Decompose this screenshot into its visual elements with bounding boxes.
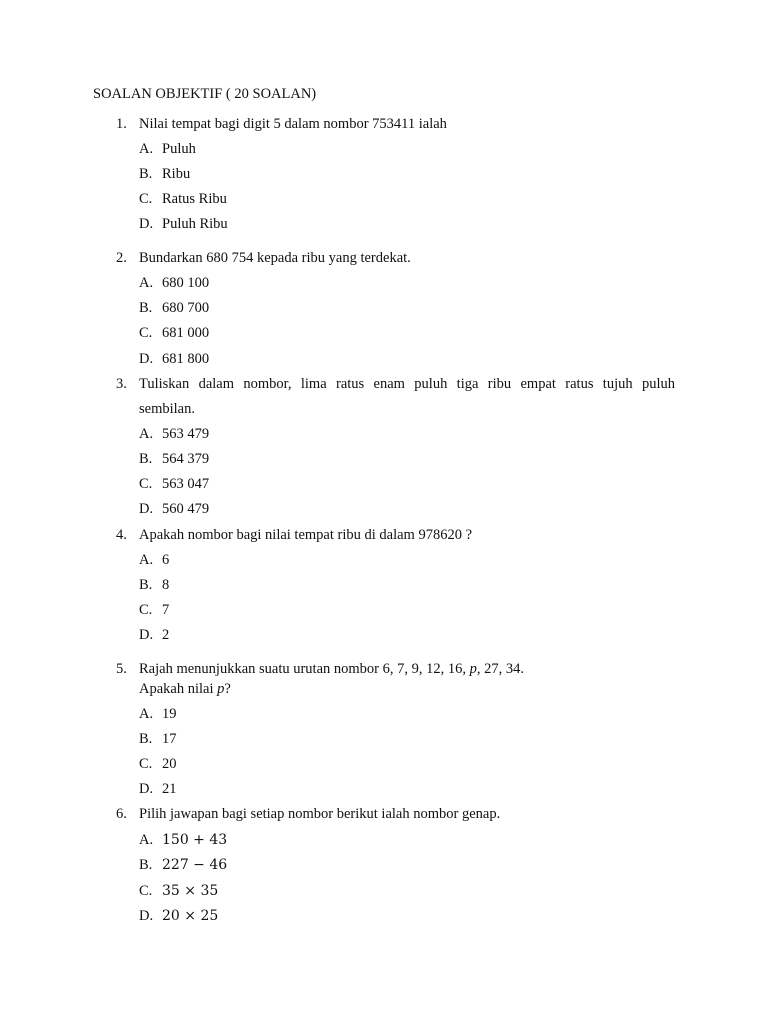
option-text-a: 680 100	[162, 275, 210, 291]
option-text-c: Ratus Ribu	[162, 191, 227, 207]
option-letter-c: C.	[139, 756, 153, 772]
question-number: 5.	[116, 661, 127, 677]
option-text-b: 564 379	[162, 451, 210, 467]
option-letter-b: B.	[139, 731, 153, 747]
option-letter-c: C.	[139, 476, 153, 492]
question-text: Tuliskan dalam nombor, lima ratus enam puluh tiga ribu empat ratus tujuh puluh	[139, 376, 675, 392]
option-letter-b: B.	[139, 857, 153, 873]
option-letter-c: C.	[139, 191, 153, 207]
option-letter-d: D.	[139, 908, 154, 924]
option-letter-c: C.	[139, 883, 153, 899]
option-text-b: 680 700	[162, 300, 210, 316]
option-text-b: 17	[162, 731, 177, 747]
question-text: Apakah nombor bagi nilai tempat ribu di dalam 978620 ?	[139, 527, 473, 543]
option-letter-b: B.	[139, 300, 153, 316]
question-text: Nilai tempat bagi digit 5 dalam nombor 753411 ialah	[139, 116, 447, 132]
question-number: 4.	[116, 527, 127, 543]
option-letter-d: D.	[139, 627, 154, 643]
question-number: 2.	[116, 250, 127, 266]
option-letter-b: B.	[139, 451, 153, 467]
option-text-c: 681 000	[162, 325, 210, 341]
option-letter-a: A.	[139, 706, 154, 722]
option-letter-d: D.	[139, 351, 154, 367]
question-text-continued: sembilan.	[139, 401, 195, 417]
option-letter-a: A.	[139, 832, 154, 848]
option-text-a: 19	[162, 706, 177, 722]
option-letter-d: D.	[139, 216, 154, 232]
option-text-a: 150 + 43	[162, 832, 228, 848]
question-text: Pilih jawapan bagi setiap nombor berikut ialah nombor genap.	[139, 806, 501, 822]
question-text: Rajah menunjukkan suatu urutan nombor 6, 7, 9, 12, 16, p, 27, 34.	[139, 661, 525, 677]
option-letter-c: C.	[139, 325, 153, 341]
option-text-d: 20 × 25	[162, 908, 219, 924]
option-letter-b: B.	[139, 577, 153, 593]
option-text-d: 21	[162, 781, 177, 797]
option-letter-a: A.	[139, 275, 154, 291]
question-text-continued: Apakah nilai p?	[139, 681, 231, 697]
option-text-b: Ribu	[162, 166, 191, 182]
document-heading: SOALAN OBJEKTIF ( 20 SOALAN)	[93, 86, 317, 102]
option-letter-c: C.	[139, 602, 153, 618]
option-letter-a: A.	[139, 141, 154, 157]
option-text-c: 20	[162, 756, 177, 772]
option-text-a: 563 479	[162, 426, 210, 442]
option-text-d: 2	[162, 627, 170, 643]
option-text-a: Puluh	[162, 141, 196, 157]
question-number: 1.	[116, 116, 127, 132]
option-text-d: Puluh Ribu	[162, 216, 228, 232]
option-text-c: 563 047	[162, 476, 210, 492]
question-text: Bundarkan 680 754 kepada ribu yang terdekat.	[139, 250, 411, 266]
option-text-c: 35 × 35	[162, 883, 219, 899]
option-text-b: 8	[162, 577, 170, 593]
option-text-a: 6	[162, 552, 170, 568]
option-letter-b: B.	[139, 166, 153, 182]
option-text-c: 7	[162, 602, 170, 618]
option-letter-a: A.	[139, 426, 154, 442]
option-text-d: 560 479	[162, 501, 210, 517]
question-number: 3.	[116, 376, 127, 392]
option-text-b: 227 − 46	[162, 857, 228, 873]
question-number: 6.	[116, 806, 127, 822]
option-letter-d: D.	[139, 501, 154, 517]
option-letter-d: D.	[139, 781, 154, 797]
option-text-d: 681 800	[162, 351, 210, 367]
option-letter-a: A.	[139, 552, 154, 568]
